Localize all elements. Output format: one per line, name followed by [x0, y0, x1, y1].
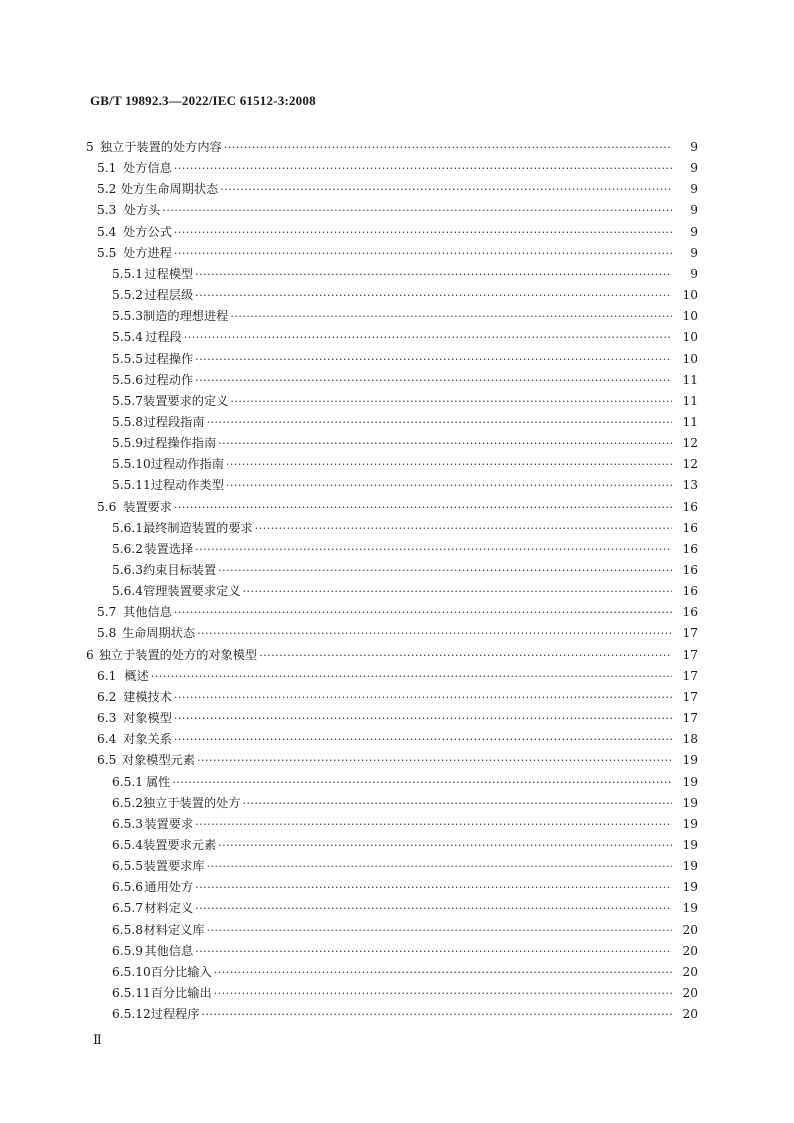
toc-entry-page: 16: [682, 520, 698, 535]
toc-entry-number: 6: [86, 647, 94, 662]
toc-entry-title: 过程操作: [144, 351, 194, 366]
toc-entry-page: 19: [682, 837, 698, 852]
toc-entry-title: 约束目标装置: [143, 563, 217, 577]
toc-entry[interactable]: [112, 433, 698, 454]
toc-dot-leader: [220, 179, 672, 200]
toc-entry-number: 5: [86, 140, 94, 154]
toc-dot-leader: [162, 200, 672, 221]
toc-entry-number: 5.5.5: [112, 351, 144, 366]
toc-entry[interactable]: [112, 560, 698, 581]
toc-entry-number: 5.5.7: [112, 393, 144, 408]
toc-entry-page: 20: [682, 922, 698, 937]
toc-entry-number: 5.5.10: [112, 457, 151, 472]
toc-entry-page: 17: [682, 647, 698, 662]
toc-entry-title: 装置要求元素: [143, 837, 217, 852]
toc-entry-title: 过程模型: [144, 266, 194, 281]
toc-entry-title: 概述: [124, 668, 149, 683]
toc-entry[interactable]: [112, 539, 698, 560]
toc-entry-title: 属性: [145, 774, 171, 789]
page-number: Ⅱ: [93, 1032, 102, 1047]
toc-entry-title: 过程层级: [144, 288, 194, 303]
toc-entry[interactable]: [112, 835, 698, 856]
toc-entry-page: 11: [682, 372, 698, 387]
toc-entry-page: 9: [690, 203, 698, 218]
toc-entry-number: 5.5.9: [112, 436, 144, 451]
toc-entry-page: 9: [690, 182, 698, 197]
toc-dot-leader: [195, 370, 672, 391]
toc-entry-title: 过程动作类型: [150, 478, 224, 493]
toc-entry-title: 装置要求的定义: [143, 393, 229, 408]
toc-dot-leader: [207, 920, 672, 941]
toc-dot-leader: [195, 264, 672, 285]
toc-entry-title: 过程动作: [144, 372, 194, 387]
toc-dot-leader: [195, 877, 672, 898]
toc-entry-number: 5.6.3: [112, 563, 144, 577]
toc-entry-title: 装置要求: [144, 816, 194, 831]
toc-dot-leader: [197, 623, 672, 644]
toc-entry-page: 17: [682, 689, 698, 704]
toc-entry-number: 5.6.2: [112, 541, 144, 556]
document-code-header: GB/T 19892.3—2022/IEC 61512-3:2008: [90, 93, 316, 108]
toc-entry-page: 16: [682, 541, 698, 556]
toc-entry-number: 6.5.4: [112, 837, 144, 852]
toc-entry-page: 10: [682, 309, 698, 324]
toc-dot-leader: [226, 454, 672, 475]
toc-entry[interactable]: [112, 962, 698, 983]
toc-dot-leader: [218, 433, 672, 454]
toc-dot-leader: [214, 962, 672, 983]
toc-entry-number: 6.5.5: [112, 859, 144, 874]
toc-dot-leader: [174, 602, 672, 623]
toc-entry-title: 独立于装置的处方的对象模型: [98, 647, 258, 662]
toc-entry[interactable]: [112, 327, 698, 348]
toc-entry[interactable]: [112, 772, 698, 793]
toc-entry-number: 5.4: [97, 224, 117, 239]
toc-entry-number: 6.5.8: [112, 922, 144, 937]
toc-entry-number: 5.5.4: [112, 330, 144, 345]
toc-entry-number: 5.5.6: [112, 372, 144, 387]
toc-entry[interactable]: [97, 243, 698, 264]
toc-entry-page: 17: [682, 626, 698, 641]
toc-dot-leader: [184, 327, 672, 348]
toc-entry-title: 通用处方: [144, 880, 194, 895]
toc-entry-title: 材料定义: [144, 901, 194, 916]
toc-entry-page: 19: [682, 901, 698, 916]
toc-entry[interactable]: [86, 645, 698, 666]
toc-entry-title: 对象关系: [123, 732, 172, 747]
toc-entry[interactable]: [112, 264, 698, 285]
toc-entry-title: 独立于装置的处方: [143, 795, 241, 810]
toc-entry[interactable]: [112, 856, 698, 877]
toc-entry[interactable]: [112, 391, 698, 412]
toc-entry-page: 19: [682, 880, 698, 895]
toc-entry-page: 9: [690, 245, 698, 260]
toc-entry[interactable]: [97, 158, 698, 179]
toc-entry-title: 对象模型元素: [121, 753, 196, 768]
toc-entry-number: 6.5.9: [112, 943, 144, 958]
toc-entry[interactable]: [97, 602, 698, 623]
toc-entry-page: 9: [690, 140, 698, 154]
toc-entry[interactable]: [97, 750, 698, 771]
toc-dot-leader: [174, 243, 672, 264]
toc-entry-title: 装置要求: [123, 499, 172, 514]
toc-entry-title: 处方头: [123, 203, 161, 218]
toc-entry-page: 19: [682, 795, 698, 810]
toc-entry[interactable]: [112, 581, 698, 602]
toc-entry-number: 6.5.6: [112, 880, 144, 895]
toc-entry-number: 6.3: [97, 711, 117, 726]
toc-entry-number: 5.1: [97, 161, 117, 176]
toc-entry-page: 20: [682, 943, 698, 958]
toc-entry-page: 18: [682, 732, 698, 747]
toc-dot-leader: [174, 687, 672, 708]
toc-entry-title: 过程操作指南: [143, 436, 217, 451]
toc-entry-page: 13: [682, 478, 698, 493]
toc-entry-title: 管理装置要求定义: [143, 584, 241, 599]
toc-entry[interactable]: [112, 412, 698, 433]
toc-dot-leader: [207, 412, 672, 433]
toc-dot-leader: [174, 729, 672, 750]
toc-entry[interactable]: [112, 306, 698, 327]
toc-dot-leader: [195, 814, 672, 835]
toc-dot-leader: [230, 306, 672, 327]
toc-dot-leader: [207, 856, 672, 877]
toc-entry-number: 5.6.1: [112, 520, 144, 535]
toc-entry-title: 建模技术: [123, 689, 172, 704]
toc-entry[interactable]: [97, 623, 698, 644]
toc-entry-title: 制造的理想进程: [143, 309, 229, 324]
toc-entry-page: 9: [690, 266, 698, 281]
toc-entry[interactable]: [97, 729, 698, 750]
toc-dot-leader: [172, 772, 672, 793]
toc-entry-title: 生命周期状态: [121, 626, 196, 641]
toc-entry[interactable]: [112, 285, 698, 306]
toc-entry-number: 5.7: [97, 605, 117, 620]
toc-dot-leader: [224, 137, 672, 158]
toc-dot-leader: [202, 1004, 672, 1025]
toc-entry[interactable]: [112, 349, 698, 370]
toc-dot-leader: [195, 285, 672, 306]
toc-entry-number: 6.5.1: [112, 774, 144, 789]
toc-entry-title: 处方生命周期状态: [120, 182, 219, 197]
toc-entry[interactable]: [112, 1004, 698, 1025]
toc-entry[interactable]: [97, 708, 698, 729]
toc-entry[interactable]: [97, 666, 698, 687]
toc-entry-title: 过程动作指南: [150, 457, 224, 472]
toc-dot-leader: [197, 750, 672, 771]
toc-dot-leader: [230, 391, 672, 412]
toc-entry-title: 百分比输出: [150, 986, 212, 1000]
toc-entry-title: 其他信息: [144, 943, 194, 958]
toc-entry-title: 其他信息: [123, 605, 172, 620]
toc-entry-title: 处方进程: [123, 245, 172, 260]
toc-entry-number: 6.5.10: [112, 964, 151, 979]
toc-entry-title: 处方公式: [123, 224, 172, 239]
toc-entry-page: 11: [682, 393, 698, 408]
toc-entry-page: 19: [682, 816, 698, 831]
toc-entry-number: 6.1: [97, 668, 117, 683]
toc-entry[interactable]: [97, 687, 698, 708]
toc-entry[interactable]: [112, 814, 698, 835]
toc-entry-page: 19: [682, 859, 698, 874]
toc-dot-leader: [218, 560, 672, 581]
toc-entry-number: 5.5.11: [112, 478, 151, 493]
toc-entry-page: 10: [682, 330, 698, 345]
toc-entry-title: 百分比输入: [150, 964, 212, 979]
toc-entry-page: 9: [690, 161, 698, 176]
toc-entry-page: 16: [682, 584, 698, 599]
toc-entry-number: 5.6.4: [112, 584, 144, 599]
toc-dot-leader: [195, 898, 672, 919]
toc-entry[interactable]: [112, 454, 698, 475]
toc-entry[interactable]: [97, 497, 698, 518]
toc-entry-number: 6.2: [97, 689, 117, 704]
toc-entry[interactable]: [97, 222, 698, 243]
toc-dot-leader: [151, 666, 672, 687]
toc-dot-leader: [226, 475, 672, 496]
toc-dot-leader: [214, 983, 672, 1004]
toc-entry-number: 6.5.11: [112, 986, 151, 1000]
toc-entry-page: 12: [682, 457, 698, 472]
toc-entry-number: 5.6: [97, 499, 117, 514]
toc-entry-page: 19: [682, 774, 698, 789]
toc-entry-title: 装置选择: [144, 541, 194, 556]
toc-entry[interactable]: [112, 983, 698, 1004]
toc-entry[interactable]: [112, 793, 698, 814]
toc-entry-title: 独立于装置的处方内容: [99, 140, 222, 154]
toc-entry-title: 对象模型: [123, 711, 172, 726]
toc-entry-page: 16: [682, 563, 698, 577]
toc-entry-title: 装置要求库: [143, 859, 205, 874]
toc-entry-page: 10: [682, 351, 698, 366]
toc-entry-number: 6.5.7: [112, 901, 144, 916]
toc-entry[interactable]: [112, 877, 698, 898]
toc-entry-page: 17: [682, 668, 698, 683]
toc-entry-number: 6.4: [97, 732, 117, 747]
toc-entry[interactable]: [112, 475, 698, 496]
toc-dot-leader: [195, 539, 672, 560]
toc-entry-page: 17: [682, 711, 698, 726]
toc-entry-number: 5.5.8: [112, 414, 144, 429]
toc-entry-number: 5.5.1: [112, 266, 144, 281]
toc-entry-title: 过程段指南: [143, 414, 205, 429]
toc-entry[interactable]: [97, 200, 698, 221]
toc-entry-page: 16: [682, 605, 698, 620]
toc-entry[interactable]: [86, 137, 698, 158]
toc-dot-leader: [195, 941, 672, 962]
toc-entry-number: 6.5.3: [112, 816, 144, 831]
toc-dot-leader: [218, 835, 672, 856]
toc-entry-page: 16: [682, 499, 698, 514]
toc-entry-title: 过程段: [145, 330, 182, 345]
toc-entry-page: 20: [682, 964, 698, 979]
toc-dot-leader: [174, 158, 672, 179]
toc-entry-page: 10: [682, 288, 698, 303]
toc-entry-number: 6.5: [97, 753, 117, 768]
toc-entry[interactable]: [112, 920, 698, 941]
toc-entry[interactable]: [112, 941, 698, 962]
toc-entry-number: 5.5.2: [112, 288, 144, 303]
toc-entry-page: 20: [682, 986, 698, 1000]
toc-entry[interactable]: [97, 179, 698, 200]
toc-entry-page: 20: [682, 1007, 698, 1022]
toc-dot-leader: [174, 708, 672, 729]
toc-entry-number: 6.5.2: [112, 795, 144, 810]
toc-entry-number: 5.5.3: [112, 309, 144, 324]
toc-entry-number: 6.5.12: [112, 1007, 151, 1022]
toc-entry-title: 材料定义库: [143, 922, 205, 937]
toc-entry-title: 最终制造装置的要求: [143, 520, 253, 535]
toc-dot-leader: [243, 793, 672, 814]
toc-dot-leader: [255, 518, 672, 539]
toc-entry-number: 5.2: [97, 182, 117, 197]
toc-entry-title: 处方信息: [123, 161, 172, 176]
toc-entry-number: 5.3: [97, 203, 117, 218]
toc-dot-leader: [243, 581, 672, 602]
toc-entry-number: 5.8: [97, 626, 117, 641]
toc-entry-page: 12: [682, 436, 698, 451]
toc-dot-leader: [259, 645, 672, 666]
toc-entry-page: 11: [682, 414, 698, 429]
toc-entry-title: 过程程序: [150, 1007, 200, 1022]
toc-entry[interactable]: [112, 518, 698, 539]
toc-dot-leader: [174, 497, 672, 518]
toc-entry-page: 9: [690, 224, 698, 239]
toc-dot-leader: [195, 349, 672, 370]
toc-entry[interactable]: [112, 898, 698, 919]
toc-entry-page: 19: [682, 753, 698, 768]
toc-entry[interactable]: [112, 370, 698, 391]
toc-dot-leader: [174, 222, 672, 243]
toc-entry-number: 5.5: [97, 245, 117, 260]
